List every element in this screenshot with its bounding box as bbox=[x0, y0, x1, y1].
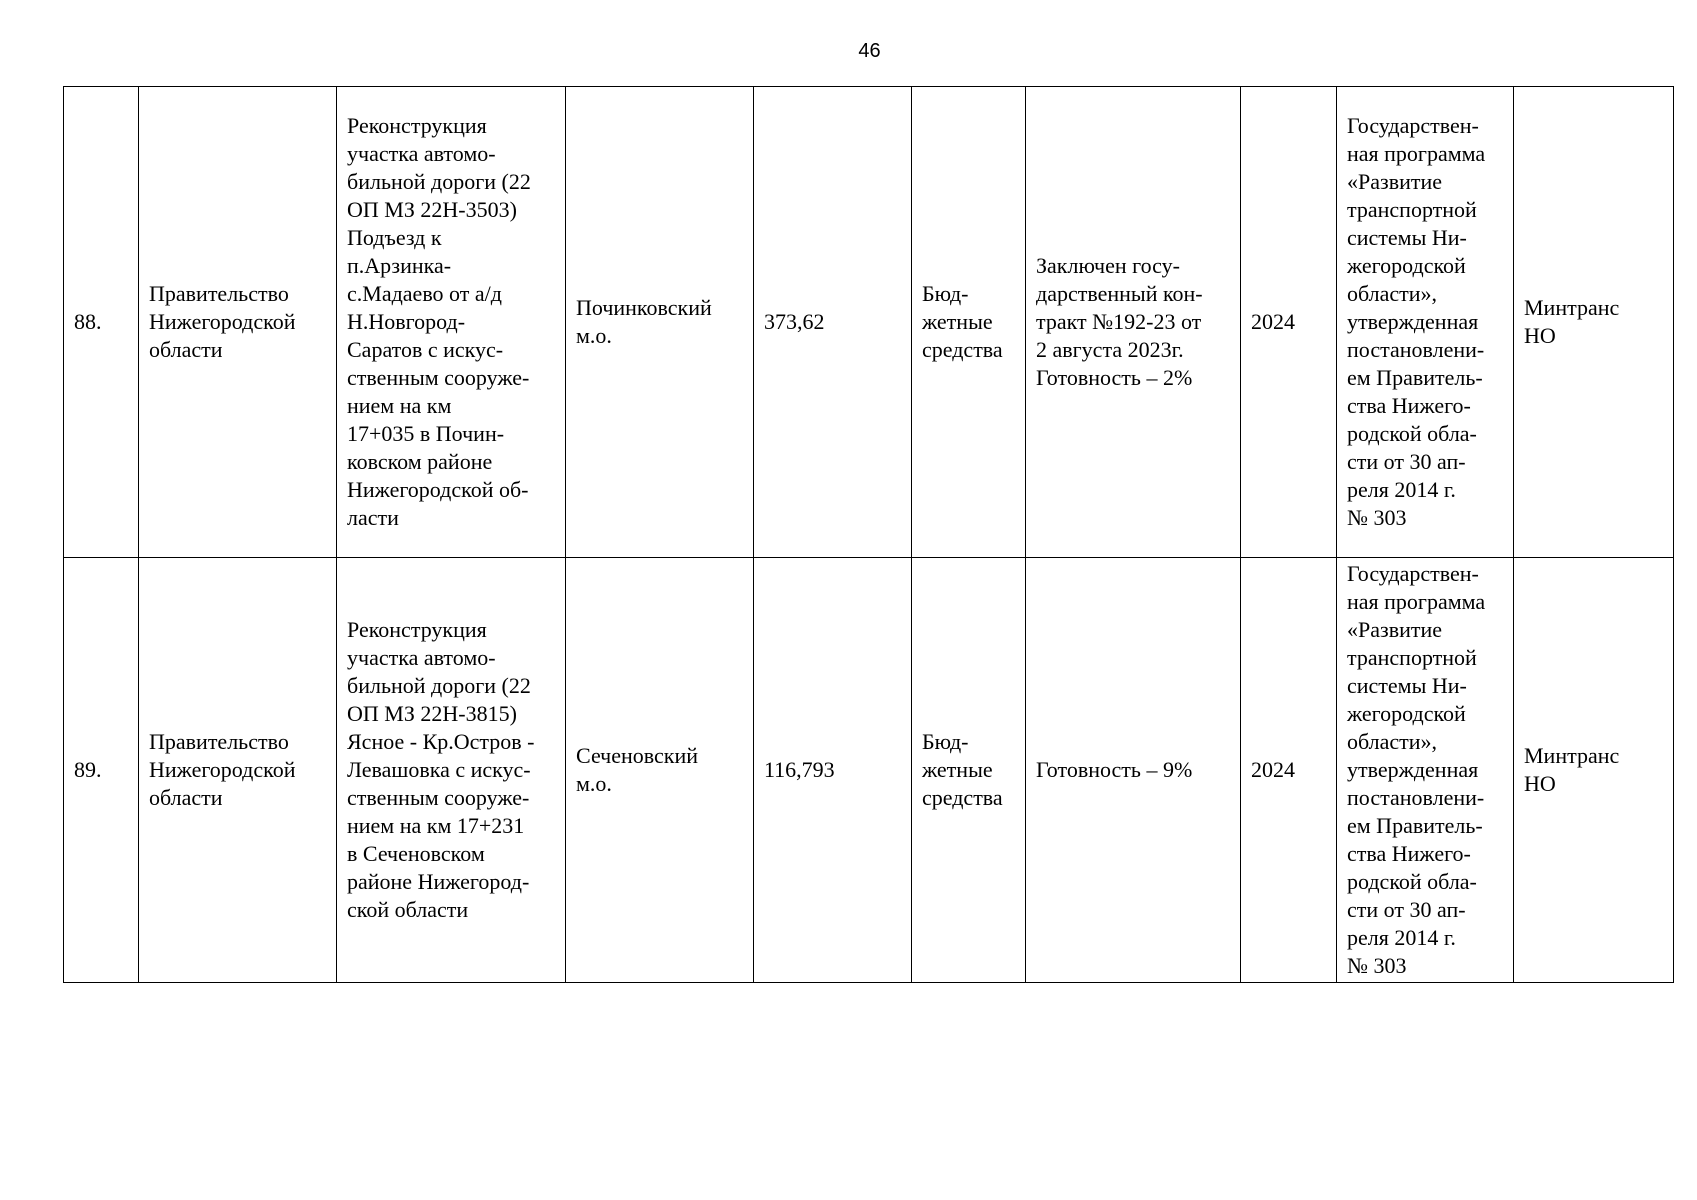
district-cell: Починковский м.о. bbox=[566, 87, 754, 558]
object-name-cell: Реконструкция участка автомо- бильной дороги (22 ОП МЗ 22Н-3815) Ясное - Кр.Остров - Левашовка с искус- ственным сооруже- нием на км 17+231 в Сеченовском районе Нижегород- ской области bbox=[337, 558, 566, 983]
program-cell: Государствен- ная программа «Развитие транспортной системы Ни- жегородской области», утвержденная постановлени- ем Правитель- ства Нижего- родской обла- сти от 30 ап- реля 2014 г. № 303 bbox=[1337, 87, 1514, 558]
district-cell: Сеченовский м.о. bbox=[566, 558, 754, 983]
amount-cell: 373,62 bbox=[754, 87, 912, 558]
customer-cell: Правительство Нижегородской области bbox=[139, 87, 337, 558]
program-cell: Государствен- ная программа «Развитие транспортной системы Ни- жегородской области», утвержденная постановлени- ем Правитель- ства Нижего- родской обла- сти от 30 ап- реля 2014 г. № 303 bbox=[1337, 558, 1514, 983]
row-number-cell: 88. bbox=[64, 87, 139, 558]
status-cell: Заключен госу- дарственный кон- тракт №192-23 от 2 августа 2023г. Готовность – 2% bbox=[1026, 87, 1241, 558]
table-row bbox=[64, 558, 1674, 983]
objects-table bbox=[63, 86, 1674, 983]
row-number-cell: 89. bbox=[64, 558, 139, 983]
object-name-cell: Реконструкция участка автомо- бильной дороги (22 ОП МЗ 22Н-3503) Подъезд к п.Арзинка- с.Мадаево от а/д Н.Новгород- Саратов с искус- ственным сооруже- нием на км 17+035 в Почин- ковском районе Нижегородской об- ласти bbox=[337, 87, 566, 558]
responsible-cell: Минтранс НО bbox=[1514, 558, 1674, 983]
funding-source-cell: Бюд- жетные средства bbox=[912, 87, 1026, 558]
table-row bbox=[64, 87, 1674, 558]
year-cell: 2024 bbox=[1241, 558, 1337, 983]
status-cell: Готовность – 9% bbox=[1026, 558, 1241, 983]
amount-cell: 116,793 bbox=[754, 558, 912, 983]
customer-cell: Правительство Нижегородской области bbox=[139, 558, 337, 983]
page-number: 46 bbox=[858, 40, 881, 62]
funding-source-cell: Бюд- жетные средства bbox=[912, 558, 1026, 983]
year-cell: 2024 bbox=[1241, 87, 1337, 558]
responsible-cell: Минтранс НО bbox=[1514, 87, 1674, 558]
